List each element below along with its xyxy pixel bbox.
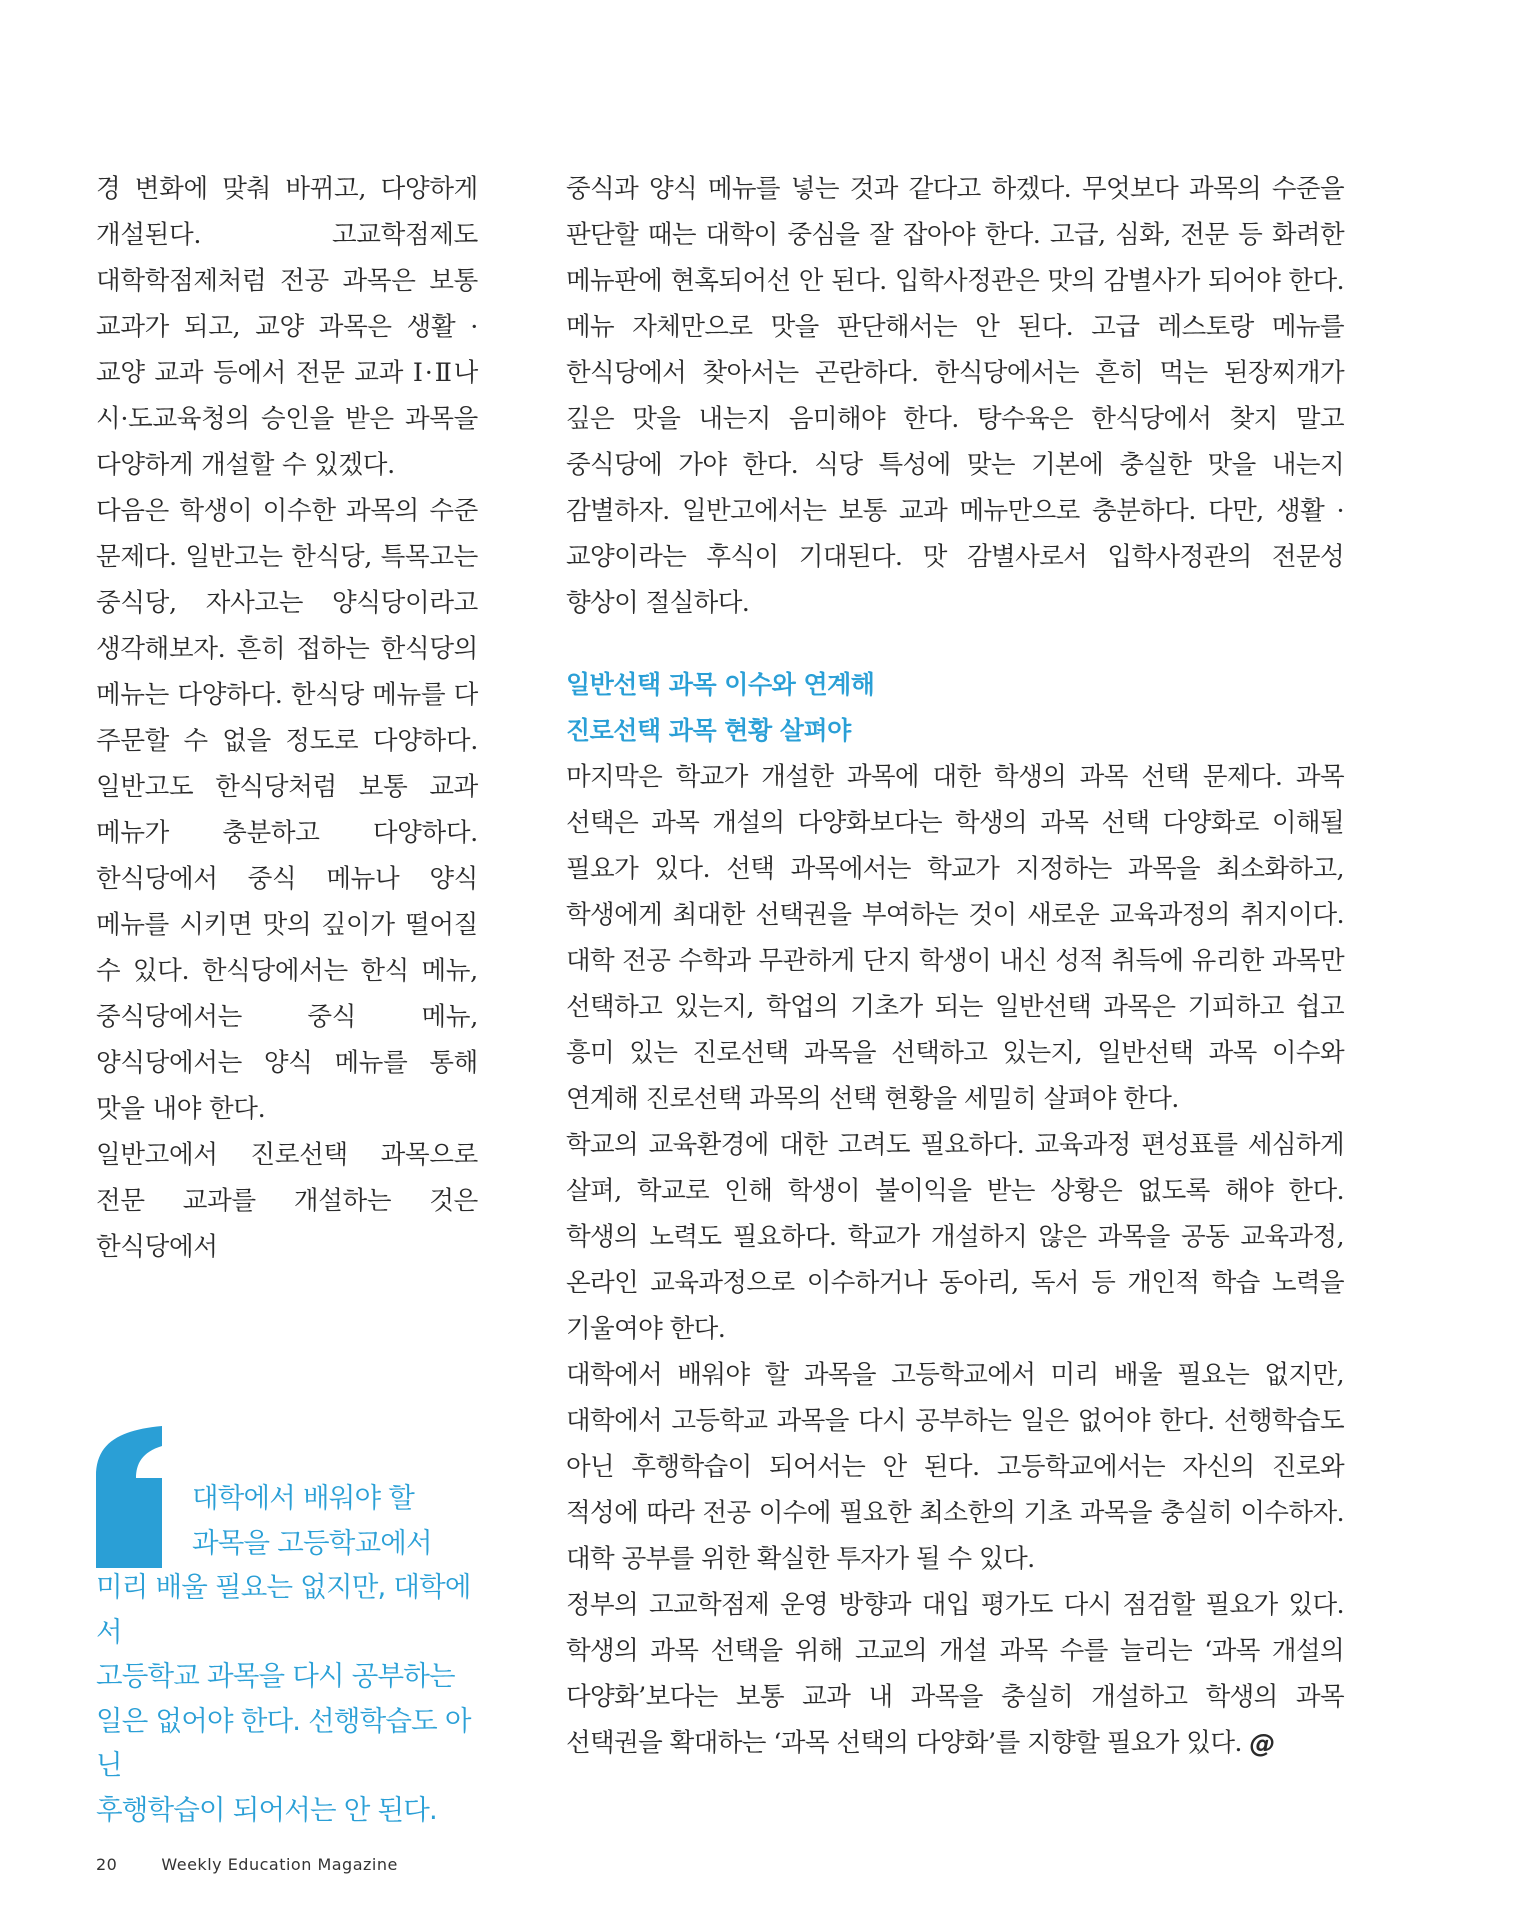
end-mark-icon: @ [1249,1729,1275,1759]
body-paragraph: 다음은 학생이 이수한 과목의 수준 문제다. 일반고는 한식당, 특목고는 중식당, 자사고는 양식당이라고 생각해보자. 흔히 접하는 한식당의 메뉴는 다양하다. 한식당 메뉴를 다 주문할 수 없을 정도로 다양하다. 일반고도 한식당처럼 보통 교과 메뉴가 충분하고 다양하다. 한식당에서 중식 메뉴나 양식 메뉴를 시키면 맛의 깊이가 떨어질 수 있다. 한식당에서는 한식 메뉴, 중식당에서는 중식 메뉴, 양식당에서는 양식 메뉴를 통해 맛을 내야 한다. [96,496,478,1124]
page-footer [96,1855,398,1874]
pull-quote-line: 후행학습이 되어서는 안 된다. [96,1793,437,1826]
body-paragraph: 대학에서 배워야 할 과목을 고등학교에서 미리 배울 필요는 없지만, 대학에서 고등학교 과목을 다시 공부하는 일은 없어야 한다. 선행학습도 아닌 후행학습이 되어서는 안 된다. 고등학교에서는 자신의 진로와 적성에 따라 전공 이수에 필요한 최소한의 기초 과목을 충실히 이수하자. 대학 공부를 위한 확실한 투자가 될 수 있다. [566,1360,1344,1574]
pull-quote-line: 일은 없어야 한다. 선행학습도 아닌 [96,1704,471,1781]
pull-quote-line: 미리 배울 필요는 없지만, 대학에서 [96,1571,471,1648]
page-number: 20 [96,1855,118,1874]
body-paragraph: 일반고에서 진로선택 과목으로 전문 교과를 개설하는 것은 한식당에서 [96,1140,478,1262]
quote-mark-icon [96,1426,176,1568]
left-column [96,166,478,1270]
magazine-name: Weekly Education Magazine [161,1855,398,1874]
subheading-line: 진로선택 과목 현황 살펴야 [566,716,851,745]
pull-quote-line: 과목을 고등학교에서 [192,1526,432,1559]
body-paragraph: 마지막은 학교가 개설한 과목에 대한 학생의 과목 선택 문제다. 과목 선택은 과목 개설의 다양화보다는 학생의 과목 선택 다양화로 이해될 필요가 있다. 선택 과목에서는 학교가 지정하는 과목을 최소화하고, 학생에게 최대한 선택권을 부여하는 것이 새로운 교육과정의 취지이다. 대학 전공 수학과 무관하게 단지 학생이 내신 성적 취득에 유리한 과목만 선택하고 있는지, 학업의 기초가 되는 일반선택 과목은 기피하고 쉽고 흥미 있는 진로선택 과목을 선택하고 있는지, 일반선택 과목 이수와 연계해 진로선택 과목의 선택 현황을 세밀히 살펴야 한다. [566,762,1344,1114]
section-subheading [566,662,1344,754]
pull-quote [96,1426,496,1832]
body-paragraph: 학교의 교육환경에 대한 고려도 필요하다. 교육과정 편성표를 세심하게 살펴, 학교로 인해 학생이 불이익을 받는 상황은 없도록 해야 한다. 학생의 노력도 필요하다. 학교가 개설하지 않은 과목을 공동 교육과정, 온라인 교육과정으로 이수하거나 동아리, 독서 등 개인적 학습 노력을 기울여야 한다. [566,1130,1344,1344]
body-paragraph: 중식과 양식 메뉴를 넣는 것과 같다고 하겠다. 무엇보다 과목의 수준을 판단할 때는 대학이 중심을 잘 잡아야 한다. 고급, 심화, 전문 등 화려한 메뉴판에 현혹되어선 안 된다. 입학사정관은 맛의 감별사가 되어야 한다. 메뉴 자체만으로 맛을 판단해서는 안 된다. 고급 레스토랑 메뉴를 한식당에서 찾아서는 곤란하다. 한식당에서는 흔히 먹는 된장찌개가 깊은 맛을 내는지 음미해야 한다. 탕수육은 한식당에서 찾지 말고 중식당에 가야 한다. 식당 특성에 맞는 기본에 충실한 맛을 내는지 감별하자. 일반고에서는 보통 교과 메뉴만으로 충분하다. 다만, 생활 · 교양이라는 후식이 기대된다. 맛 감별사로서 입학사정관의 전문성 향상이 절실하다. [566,174,1344,618]
pull-quote-line: 고등학교 과목을 다시 공부하는 [96,1660,455,1692]
right-column [566,166,1344,1767]
body-paragraph: 경 변화에 맞춰 바뀌고, 다양하게 개설된다. 고교학점제도 대학학점제처럼 전공 과목은 보통 교과가 되고, 교양 과목은 생활 · 교양 교과 등에서 전문 교과 Ⅰ·Ⅱ나 시·도교육청의 승인을 받은 과목을 다양하게 개설할 수 있겠다. [96,174,478,480]
body-paragraph [566,1582,1344,1767]
closing-paragraph-text: 정부의 고교학점제 운영 방향과 대입 평가도 다시 점검할 필요가 있다. 학생의 과목 선택을 위해 고교의 개설 과목 수를 늘리는 ‘과목 개설의 다양화’보다는 보통 교과 내 과목을 충실히 개설하고 학생의 과목 선택권을 확대하는 ‘과목 선택의 다양화’를 지향할 필요가 있다. [566,1590,1344,1758]
subheading-line: 일반선택 과목 이수와 연계해 [566,670,875,699]
pull-quote-line: 대학에서 배워야 할 [192,1482,415,1514]
